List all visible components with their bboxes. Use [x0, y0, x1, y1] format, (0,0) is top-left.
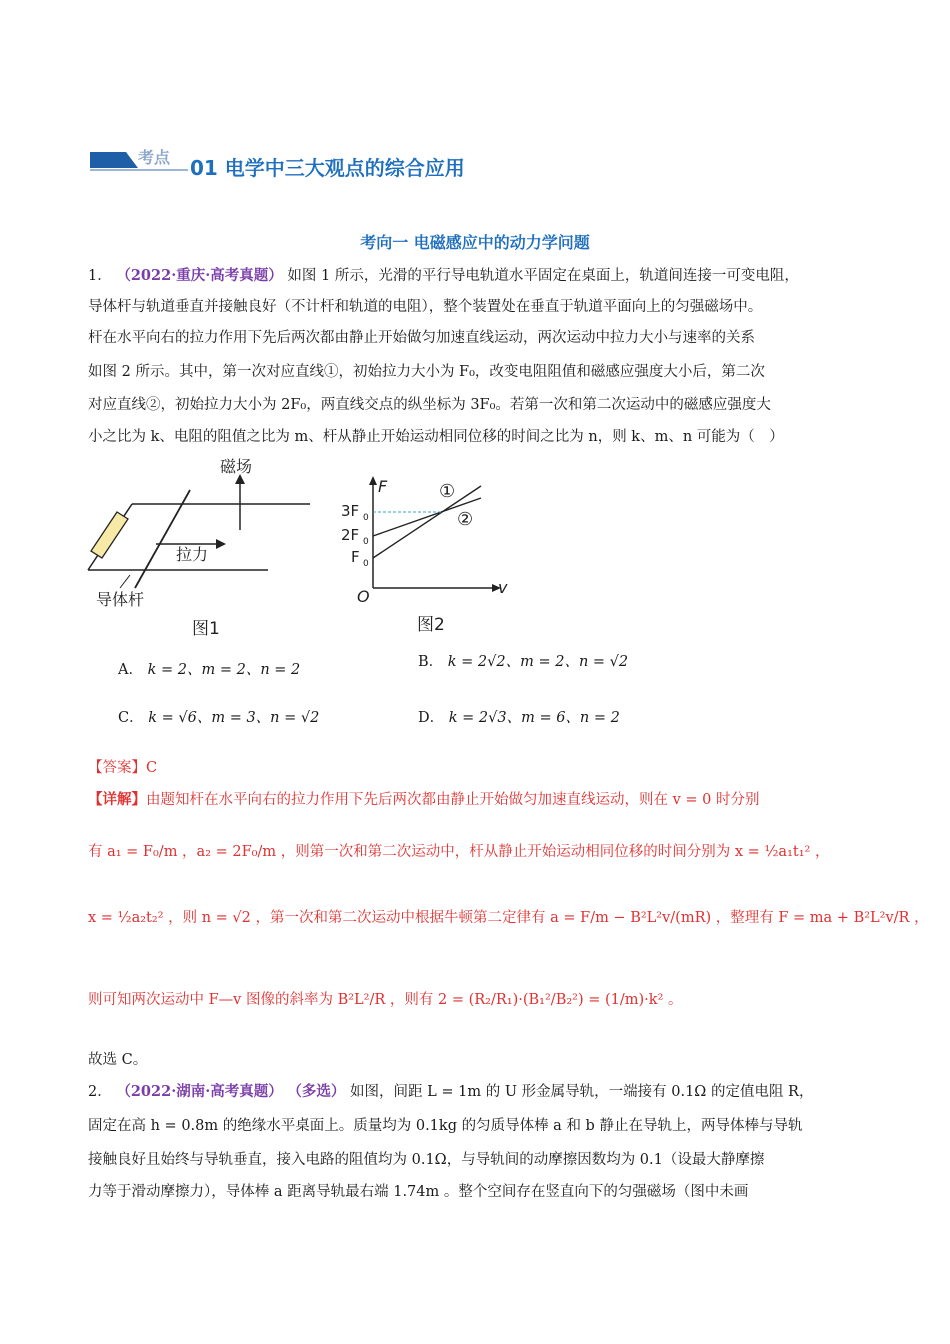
- svg-text:0: 0: [363, 559, 369, 569]
- option-d-label: D．: [418, 710, 445, 726]
- option-a[interactable]: [118, 658, 300, 679]
- section-title: 01 电学中三大观点的综合应用: [190, 156, 465, 180]
- q1-conclusion: 故选 C。: [88, 1052, 148, 1068]
- q2-number: 2．: [88, 1084, 112, 1100]
- detail-text-1: 由题知杆在水平向右的拉力作用下先后两次都由静止开始做匀加速直线运动，则在 v = 0 时分别: [146, 792, 760, 808]
- q1-line-1: [88, 266, 799, 286]
- tick-F0: [351, 548, 369, 569]
- detail-tag: 【详解】: [88, 791, 146, 808]
- option-d-text: k = 2√3、m = 6、n = 2: [448, 710, 620, 726]
- figure-1: [80, 450, 320, 640]
- q1-number: 1．: [88, 268, 112, 284]
- figure-2: [335, 470, 525, 640]
- option-d[interactable]: [418, 706, 620, 727]
- q2-line-1: [88, 1082, 813, 1102]
- q1-text-1: 如图 1 所示，光滑的平行导电轨道水平固定在桌面上，轨道间连接一可变电阻，: [287, 268, 799, 284]
- y-axis-label: F: [378, 477, 388, 496]
- force-arrow-icon: [216, 539, 226, 549]
- svg-text:0: 0: [363, 513, 369, 523]
- line-2-label: ②: [457, 509, 474, 530]
- option-b[interactable]: [418, 650, 628, 671]
- option-b-text: k = 2√2、m = 2、n = √2: [447, 654, 629, 670]
- field-label: 磁场: [220, 457, 253, 476]
- q1-answer: 【答案】C: [88, 760, 158, 776]
- section-badge: [90, 148, 190, 174]
- figure-1-caption: 图1: [192, 619, 220, 639]
- option-c[interactable]: [118, 706, 319, 727]
- q2-text-3: 接触良好且始终与导轨垂直，接入电路的阻值均为 0.1Ω，与导轨间的动摩擦因数均为 0.1（设最大静摩擦: [88, 1152, 765, 1168]
- q2-tag: （多选）: [287, 1083, 346, 1100]
- figure-2-caption: 图2: [417, 615, 445, 635]
- q1-text-5: 对应直线②，初始拉力大小为 2F₀，两直线交点的纵坐标为 3F₀。若第一次和第二次运动中的磁感应强度大: [88, 397, 771, 413]
- option-c-text: k = √6、m = 3、n = √2: [148, 710, 320, 726]
- q1-text-4: 如图 2 所示。其中，第一次对应直线①，初始拉力大小为 F₀，改变电阻阻值和磁感应强度大小后，第二次: [88, 364, 765, 380]
- q1-detail-1: [88, 790, 760, 810]
- option-a-text: k = 2、m = 2、n = 2: [147, 662, 301, 678]
- subheading: 考向一 电磁感应中的动力学问题: [360, 233, 590, 252]
- q1-text-6: 小之比为 k、电阻的阻值之比为 m、杆从静止开始运动相同位移的时间之比为 n，则 k、m、n 可能为（ ）: [88, 429, 784, 445]
- line-1-label: ①: [439, 481, 456, 502]
- rod-label: 导体杆: [96, 590, 145, 609]
- option-b-label: B．: [418, 654, 444, 670]
- option-a-label: A．: [118, 662, 143, 678]
- origin-label: O: [357, 587, 370, 606]
- tick-2F0: [341, 526, 369, 547]
- q1-detail-3: x = ½a₂t₂² ，则 n = √2 ，第一次和第二次运动中根据牛顿第二定律有 a = F/m − B²L²v/(mR) ，整理有 F = ma + B²L²v/R ，: [88, 910, 929, 926]
- q1-source: （2022·重庆·高考真题）: [116, 267, 283, 284]
- q1-detail-4: 则可知两次运动中 F—v 图像的斜率为 B²L²/R ，则有 2 = (R₂/R₁)·(B₁²/B₂²) = (1/m)·k² 。: [88, 992, 683, 1008]
- force-label: 拉力: [176, 545, 209, 564]
- q2-text-2: 固定在高 h = 0.8m 的绝缘水平桌面上。质量均为 0.1kg 的匀质导体棒 a 和 b 静止在导轨上，两导体棒与导轨: [88, 1118, 803, 1134]
- svg-text:0: 0: [363, 537, 369, 547]
- option-c-label: C．: [118, 710, 144, 726]
- q2-text-4: 力等于滑动摩擦力），导体棒 a 距离导轨最右端 1.74m 。整个空间存在竖直向下的匀强磁场（图中未画: [88, 1184, 749, 1200]
- q1-text-2: 导体杆与轨道垂直并接触良好（不计杆和轨道的电阻），整个装置处在垂直于轨道平面向上的匀强磁场中。: [88, 299, 763, 315]
- q1-detail-2: 有 a₁ = F₀/m ，a₂ = 2F₀/m ，则第一次和第二次运动中，杆从静止开始运动相同位移的时间分别为 x = ½a₁t₁² ，: [88, 844, 830, 860]
- q2-source: （2022·湖南·高考真题）: [116, 1083, 283, 1100]
- svg-text:2F: 2F: [341, 526, 360, 544]
- section-badge-text: 考点: [138, 148, 171, 167]
- resistor: [91, 512, 128, 558]
- svg-text:F: F: [351, 548, 360, 566]
- x-axis-label: v: [498, 578, 508, 597]
- svg-text:3F: 3F: [341, 502, 360, 520]
- q2-text-1: 如图，间距 L = 1m 的 U 形金属导轨，一端接有 0.1Ω 的定值电阻 R，: [350, 1084, 814, 1100]
- q1-text-3: 杆在水平向右的拉力作用下先后两次都由静止开始做匀加速直线运动，两次运动中拉力大小与速率的关系: [88, 330, 755, 346]
- tick-3F0: [341, 502, 369, 523]
